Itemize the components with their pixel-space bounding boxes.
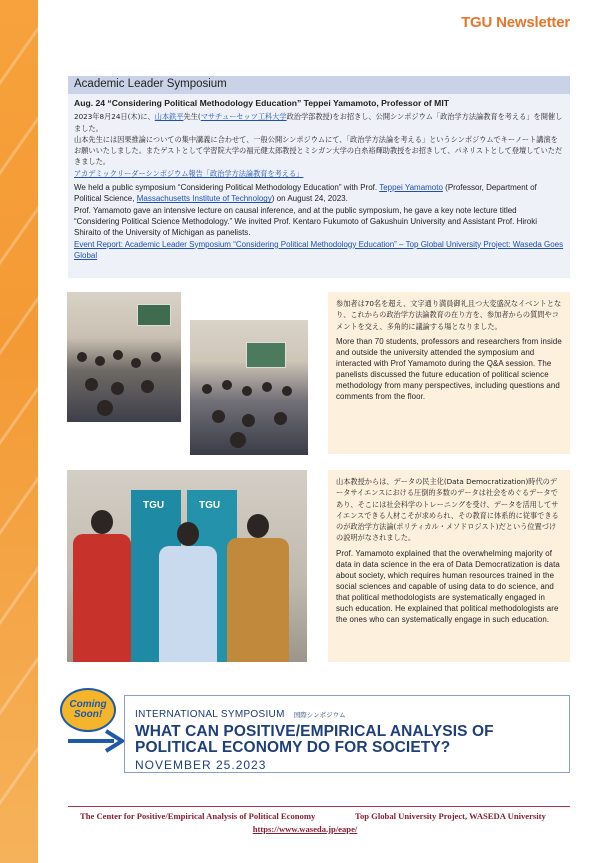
coming-soon-badge [60, 688, 124, 752]
link-yamamoto-en[interactable]: Teppei Yamamoto [379, 183, 443, 193]
lecture-room-photo-1 [67, 292, 181, 422]
caption-1-en: More than 70 students, professors and researchers from inside and outside the university attended the symposium and interacted with Prof Yamamoto during the Q&A session. The panelists discussed the future education of political science methodology from many perspectives, including questions and comments from the floor. [336, 336, 562, 402]
jp-report-link[interactable]: アカデミックリーダーシンポジウム報告「政治学方法論教育を考える」 [74, 168, 304, 178]
caption-2-en: Prof. Yamamoto explained that the overwhelming majority of data in data science in the era of Data Democratization is data about society, which requires human resources trained in the social sciences and capable of using data to do science, and that political methodologists are systematically engaged in such education. He explained that political methodologists are the ones who can systematically engage in such education. [336, 548, 560, 625]
photo-banner-text: TGU [143, 500, 165, 511]
caption-attendance [328, 292, 570, 454]
symposium-kicker: INTERNATIONAL SYMPOSIUM [135, 709, 285, 720]
link-mit-jp[interactable]: マサチューセッツ工科大学 [200, 112, 287, 122]
photo-banner-text-2: TGU [199, 500, 221, 511]
footer-project-name: Top Global University Project, WASEDA University [355, 811, 546, 821]
en-paragraph-2: Prof. Yamamoto gave an intensive lecture on causal inference, and at the public symposium, he gave a key note lecture titled “Considering Political Science Methodology.” We invited Prof. Kentaro Fukumoto of Gakushuin University and Assistant Prof. Hiroki Shiraito of the University of Michigan as panelists. [74, 205, 538, 238]
footer-url-link[interactable]: https://www.waseda.jp/eape/ [252, 824, 358, 834]
link-mit-en[interactable]: Massachusetts Institute of Technology [136, 194, 272, 204]
article-heading: Aug. 24 “Considering Political Methodology Education” Teppei Yamamoto, Professor of MIT [74, 98, 449, 108]
en-paragraph-1: We held a public symposium “Considering Political Methodology Education” with Prof. Teppei Yamamoto (Professor, Department of Political Science, Massachusetts Institute of Technology) on August 24, 2023. [74, 183, 537, 204]
international-symposium-banner[interactable] [124, 695, 570, 773]
arrow-right-icon [66, 728, 126, 754]
en-report-link[interactable]: Event Report: Academic Leader Symposium “Considering Political Methodology Education” – Top Global University Project: Waseda Goes Global [74, 239, 564, 260]
footer-divider [68, 806, 570, 807]
symposium-date: NOVEMBER 25.2023 [135, 758, 267, 772]
newsletter-title: TGU Newsletter [461, 14, 570, 31]
jp-paragraph-1: 2023年8月24日(木)に、山本鉄平先生(マサチューセッツ工科大学政治学部教授)をお招きし、公開シンポジウム「政治学方法論教育を考える」を開催しました。 [74, 112, 563, 133]
symposium-section [68, 76, 570, 278]
orange-side-band [0, 0, 38, 863]
coming-soon-text: Coming Soon! [69, 699, 107, 720]
section-header: Academic Leader Symposium [68, 76, 570, 94]
group-photo [67, 470, 307, 662]
symposium-kicker-jp: 国際シンポジウム [293, 711, 346, 719]
caption-2-jp: 山本教授からは、データの民主化(Data Democratization)時代のデータサイエンスにおける圧倒的多数のデータは社会をめぐるデータであり、そこには社会科学のトレーニングを受け、データを活用してサイエンスできる人材こそが求められ、その教育に体系的に従事できるのが政治学方法論(ポリティカル・メソドロジスト)だという位置づけの説明がなされました。 [336, 477, 559, 543]
footer-center-name: The Center for Positive/Empirical Analysis of Political Economy [80, 811, 316, 821]
caption-1-jp: 参加者は70名を超え、文字通り満員御礼且つ大変盛況なイベントとなり、これからの政治学方法論教育の在り方を、参加者からの質問やコメントを交え、多角的に議論する場となりました。 [336, 299, 562, 331]
link-yamamoto-jp[interactable]: 山本鉄平 [154, 112, 184, 122]
section-body [68, 94, 570, 265]
symposium-title: WHAT CAN POSITIVE/EMPIRICAL ANALYSIS OF POLITICAL ECONOMY DO FOR SOCIETY? [135, 723, 494, 756]
jp-paragraph-2: 山本先生には因果推論についての集中講義に合わせて、一般公開シンポジウムにて、「政治学方法論を考える」というシンポジウムでキーノート講演をお願いいたしました。またゲストとして学習院大学の福元健太郎教授とミシガン大学の白糸裕輝助教授をお招きして、パネリストとして登壇していただきました。 [74, 134, 563, 167]
lecture-room-photo-2 [190, 320, 308, 455]
caption-data-democratization [328, 470, 570, 662]
